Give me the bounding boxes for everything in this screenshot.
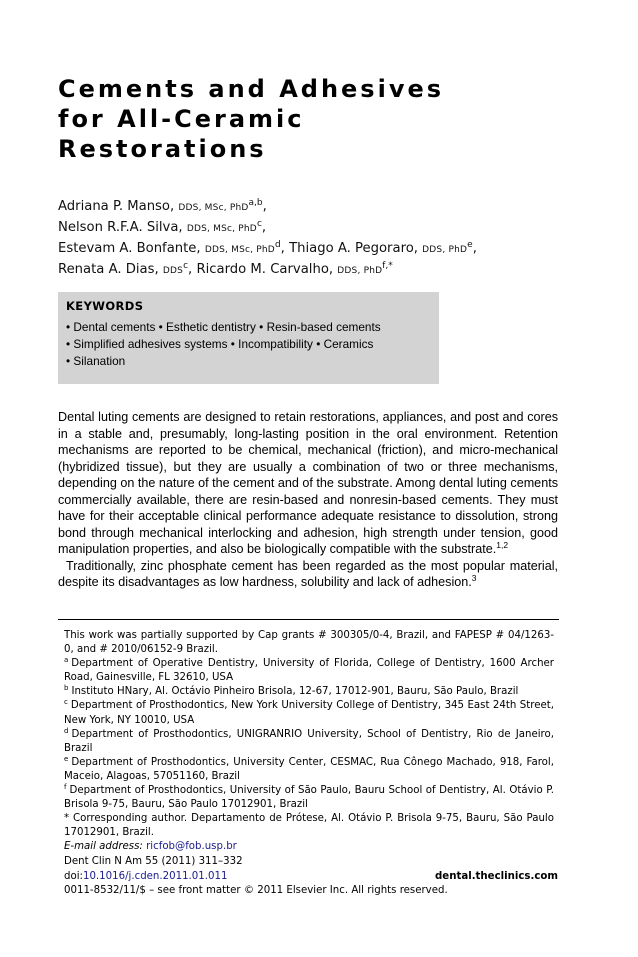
email-note	[64, 840, 554, 854]
affiliation-text: Department of Prosthodontics, University of São Paulo, Bauru School of Dentistry, Al. Otávio P. Brisola 9-75, Bauru, São Paulo 17012901, Brazil	[64, 785, 554, 811]
doi-link[interactable]: 10.1016/j.cden.2011.01.011	[82, 870, 228, 882]
affiliation-note	[64, 756, 554, 784]
article-body	[58, 409, 558, 591]
affiliation-mark: c	[64, 698, 68, 707]
author-credentials: DDS	[162, 266, 184, 276]
affiliation-mark: f	[64, 783, 67, 792]
author-name: Thiago A. Pegoraro,	[289, 241, 418, 256]
affiliation-note	[64, 685, 554, 699]
footnotes	[64, 629, 554, 855]
affiliation-mark: d	[64, 726, 69, 735]
doi-label: doi:	[64, 870, 83, 882]
author	[58, 220, 266, 235]
body-paragraph	[58, 409, 558, 558]
email-label: E-mail address:	[64, 841, 143, 853]
corresponding-author-note: * Corresponding author. Departamento de Prótese, Al. Otávio P. Brisola 9-75, Bauru, São Paulo 17012901, Brazil.	[64, 813, 554, 839]
article-title	[58, 74, 444, 164]
journal-citation: Dent Clin N Am 55 (2011) 311–332	[64, 856, 243, 867]
author-separator: ,	[261, 220, 267, 235]
affiliation-text: Department of Prosthodontics, UNIGRANRIO University, School of Dentistry, Rio de Janeiro, Brazil	[64, 728, 554, 754]
affiliation-note	[64, 728, 554, 756]
author-name: Adriana P. Manso,	[58, 199, 175, 214]
keywords-heading: KEYWORDS	[66, 299, 144, 313]
author-affiliation-mark: c	[256, 219, 262, 229]
author-separator: ,	[472, 241, 477, 256]
affiliation-mark: e	[64, 754, 69, 763]
author-name: Ricardo M. Carvalho,	[196, 262, 334, 277]
author	[58, 241, 285, 256]
author	[58, 199, 267, 214]
author-name: Nelson R.F.A. Silva,	[58, 220, 183, 235]
author-affiliation-mark: a,b	[248, 198, 263, 208]
affiliation-text: Instituto HNary, Al. Octávio Pinheiro Brisola, 12-67, 17012-901, Bauru, São Paulo, Brazil	[71, 686, 519, 698]
keywords-line: • Dental cements • Esthetic dentistry • Resin-based cements	[66, 320, 381, 334]
affiliation-mark: b	[64, 684, 69, 693]
affiliation-text: Department of Prosthodontics, New York University College of Dentistry, 345 East 24th Street, New York, NY 10010, USA	[64, 700, 554, 726]
keywords-box	[58, 292, 439, 384]
affiliation-note	[64, 784, 554, 812]
issn-line: 0011-8532/11/$ – see front matter © 2011 Elsevier Inc. All rights reserved.	[64, 885, 448, 896]
author-affiliation-mark: c	[183, 261, 189, 271]
author-affiliation-mark: f,*	[382, 261, 393, 271]
author-credentials: DDS, PhD	[337, 266, 383, 276]
author-list	[58, 197, 558, 281]
author-affiliation-mark: d	[274, 240, 281, 250]
author-separator: ,	[280, 241, 285, 256]
affiliation-note	[64, 657, 554, 685]
author	[58, 262, 192, 277]
author	[196, 262, 392, 277]
author-credentials: DDS, MSc, PhD	[186, 224, 257, 234]
title-line: for All-Ceramic	[58, 105, 305, 133]
affiliation-note	[64, 699, 554, 727]
affiliation-text: Department of Operative Dentistry, University of Florida, College of Dentistry, 1600 Archer Road, Gainesville, FL 32610, USA	[64, 658, 554, 684]
funding-note: This work was partially supported by Cap grants # 300305/0-4, Brazil, and FAPESP # 04/1263-0, and # 2010/06152-9 Brazil.	[64, 630, 554, 656]
author-credentials: DDS, MSc, PhD	[178, 203, 249, 213]
citation-footer	[64, 855, 558, 899]
title-line: Cements and Adhesives	[58, 75, 445, 103]
author-separator: ,	[262, 199, 267, 214]
author-affiliation-mark: e	[467, 240, 473, 250]
citation-ref[interactable]: 1,2	[496, 540, 509, 550]
journal-website-link[interactable]: dental.theclinics.com	[435, 870, 558, 882]
paragraph-text: Traditionally, zinc phosphate cement has been regarded as the most popular material, despite its disadvantages as low hardness, solubility and lack of adhesion.	[58, 558, 558, 589]
author-name: Renata A. Dias,	[58, 262, 159, 277]
author-credentials: DDS, PhD	[422, 245, 468, 255]
author-credentials: DDS, MSc, PhD	[204, 245, 275, 255]
keywords-line: • Simplified adhesives systems • Incompatibility • Ceramics	[66, 337, 374, 351]
title-line: Restorations	[58, 135, 267, 163]
affiliation-mark: a	[64, 656, 69, 665]
footnote-divider	[58, 619, 559, 620]
author	[289, 241, 477, 256]
author-separator: ,	[188, 262, 193, 277]
author-name: Estevam A. Bonfante,	[58, 241, 201, 256]
affiliation-text: Department of Prosthodontics, University Center, CESMAC, Rua Cônego Machado, 918, Farol, Maceio, Alagoas, 57051160, Brazil	[64, 756, 554, 782]
body-paragraph	[58, 558, 558, 591]
keywords-line: • Silanation	[66, 354, 126, 368]
email-link[interactable]: ricfob@fob.usp.br	[146, 841, 237, 853]
paragraph-text: Dental luting cements are designed to retain restorations, appliances, and post and cores in a stable and, presumably, long-lasting position in the oral environment. Retention mechanisms are reported to be chemical, mechanical (friction), and micro-mechanical (hybridized tissue), but they are usually a combination of two or three mechanisms, depending on the nature of the cement and of the substrate. Among dental luting cements commercially available, there are resin-based and nonresin-based cements. They must have for their acceptable clinical performance adequate resistance to dissolution, strong bond through mechanical interlocking and adhesion, high strength under tension, good manipulation properties, and also be biologically compatible with the substrate.	[58, 410, 558, 556]
citation-ref[interactable]: 3	[471, 573, 477, 583]
